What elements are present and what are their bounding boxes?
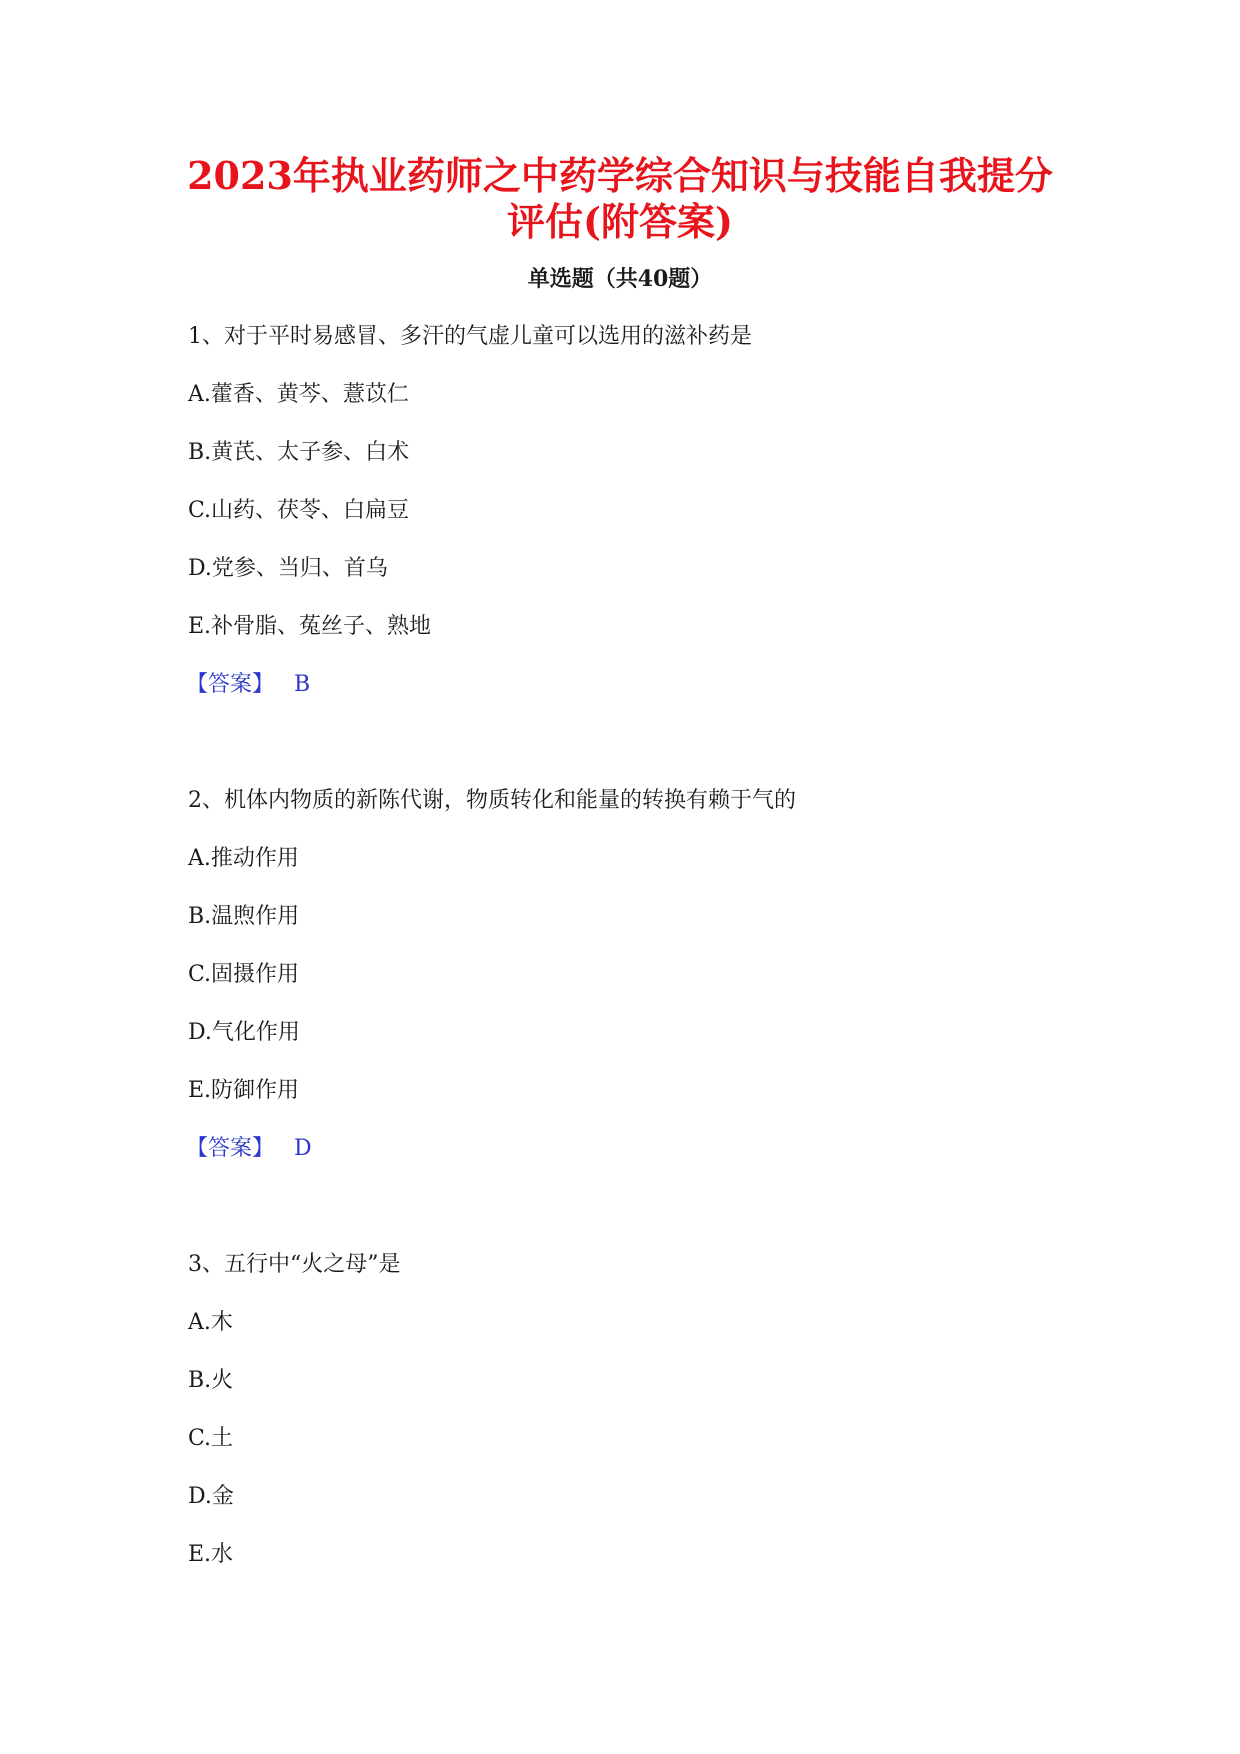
option-c: C.土 [188, 1426, 234, 1451]
document-title: 2023年执业药师之中药学综合知识与技能自我提分 [187, 153, 1053, 198]
question-stem: 1、对于平时易感冒、多汗的气虚儿童可以选用的滋补药是 [188, 324, 752, 349]
option-e: E.补骨脂、菟丝子、熟地 [188, 614, 432, 639]
option-a: A.推动作用 [188, 846, 299, 871]
question-stem: 3、五行中“火之母”是 [188, 1252, 401, 1277]
option-b: B.温煦作用 [188, 904, 300, 929]
answer-line [186, 1134, 312, 1164]
option-d: D.气化作用 [188, 1020, 300, 1045]
answer-line [186, 670, 310, 700]
question-stem: 2、机体内物质的新陈代谢，物质转化和能量的转换有赖于气的 [188, 788, 796, 813]
option-a: A.藿香、黄芩、薏苡仁 [188, 382, 409, 407]
answer-value: D [294, 1136, 312, 1161]
answer-label: 【答案】 [186, 672, 275, 697]
section-heading: 单选题（共40题） [527, 266, 713, 292]
option-d: D.金 [188, 1484, 234, 1509]
option-e: E.防御作用 [188, 1078, 300, 1103]
option-c: C.固摄作用 [188, 962, 300, 987]
option-d: D.党参、当归、首乌 [188, 556, 388, 581]
option-b: B.火 [188, 1368, 234, 1393]
answer-value: B [294, 672, 311, 697]
option-e: E.水 [188, 1542, 234, 1567]
option-a: A.木 [188, 1310, 233, 1335]
option-b: B.黄芪、太子参、白术 [188, 440, 410, 465]
document-title-continued: 评估(附答案) [507, 199, 733, 244]
option-c: C.山药、茯苓、白扁豆 [188, 498, 410, 523]
answer-label: 【答案】 [186, 1136, 275, 1161]
